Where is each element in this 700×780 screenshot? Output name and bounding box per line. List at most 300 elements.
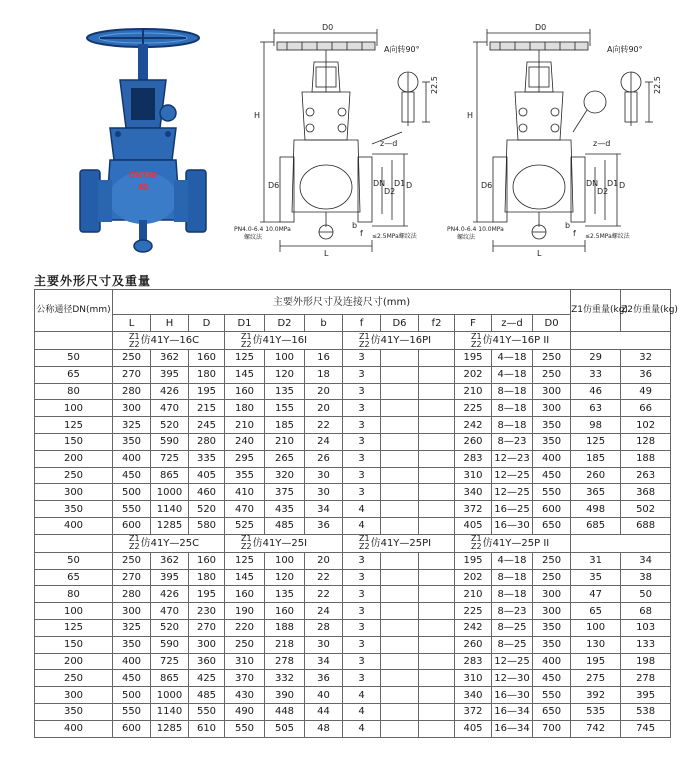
table-cell: 685 [571, 517, 621, 534]
table-cell [419, 501, 455, 518]
table-cell: 725 [151, 653, 189, 670]
table-cell: 240 [225, 433, 265, 450]
model-cell [455, 332, 571, 350]
technical-drawing-1 [232, 22, 447, 262]
table-row [35, 653, 671, 670]
table-cell: 16—30 [492, 687, 533, 704]
table-cell [381, 569, 419, 586]
table-cell: 368 [621, 484, 671, 501]
table-cell: 33 [571, 366, 621, 383]
table-cell [419, 586, 455, 603]
table-cell: 16—34 [492, 703, 533, 720]
model-row-tail [571, 332, 671, 350]
table-cell: 372 [455, 703, 492, 720]
technical-drawing-2 [445, 22, 675, 262]
table-cell: 1000 [151, 484, 189, 501]
table-cell: 16—34 [492, 720, 533, 737]
label-a-direction: A向转90° [384, 45, 420, 54]
table-cell: 263 [621, 467, 671, 484]
model-prefix-z2: Z2 [241, 339, 252, 349]
label-d1-2: D1 [607, 179, 619, 188]
table-cell: 350 [533, 417, 571, 434]
note-right-b: ≤2.5MPa螺纹法 [585, 233, 630, 240]
label-h-2: H [467, 111, 474, 120]
table-cell: 550 [189, 703, 225, 720]
table-cell: 8—18 [492, 569, 533, 586]
model-cell [225, 332, 343, 350]
table-cell: 195 [189, 586, 225, 603]
table-cell: 355 [225, 467, 265, 484]
table-cell: 4—18 [492, 366, 533, 383]
table-cell: 450 [533, 670, 571, 687]
table-cell: 36 [305, 517, 343, 534]
table-cell: 470 [225, 501, 265, 518]
table-cell: 310 [455, 467, 492, 484]
cell-dn: 200 [35, 653, 113, 670]
table-cell: 580 [189, 517, 225, 534]
table-cell: 435 [265, 501, 305, 518]
table-cell: 250 [113, 350, 151, 367]
table-cell: 190 [225, 603, 265, 620]
table-cell: 18 [305, 366, 343, 383]
label-f: f [360, 229, 363, 238]
table-cell: 283 [455, 653, 492, 670]
model-name: 仿41Y—25I [252, 537, 308, 549]
table-cell: 160 [189, 552, 225, 569]
table-cell [381, 400, 419, 417]
table-cell [381, 720, 419, 737]
table-row [35, 619, 671, 636]
table-cell: 502 [621, 501, 671, 518]
table-cell [381, 366, 419, 383]
table-cell: 278 [621, 670, 671, 687]
label-l-2: L [537, 249, 542, 258]
table-cell: 430 [225, 687, 265, 704]
table-cell: 188 [265, 619, 305, 636]
table-row [35, 720, 671, 737]
table-row [35, 383, 671, 400]
table-cell: 4—18 [492, 350, 533, 367]
table-cell: 155 [265, 400, 305, 417]
table-row [35, 636, 671, 653]
table-row [35, 450, 671, 467]
table-row [35, 569, 671, 586]
table-cell: 470 [151, 400, 189, 417]
table-cell: 225 [455, 400, 492, 417]
label-d0: D0 [322, 23, 334, 32]
table-cell: 4—18 [492, 552, 533, 569]
table-cell: 450 [533, 467, 571, 484]
model-row-tail [571, 534, 671, 552]
table-cell: 215 [189, 400, 225, 417]
table-cell: 400 [533, 653, 571, 670]
header-row-1 [35, 290, 671, 315]
table-cell: 498 [571, 501, 621, 518]
table-cell: 700 [533, 720, 571, 737]
table-cell: 448 [265, 703, 305, 720]
table-cell: 280 [113, 586, 151, 603]
table-cell: 550 [533, 687, 571, 704]
table-row [35, 517, 671, 534]
table-cell: 220 [225, 619, 265, 636]
cell-dn: 350 [35, 703, 113, 720]
model-prefix [129, 535, 140, 551]
table-cell [419, 400, 455, 417]
note-left-b2: 螺纹法 [457, 234, 476, 241]
table-cell: 725 [151, 450, 189, 467]
table-cell: 300 [113, 400, 151, 417]
table-cell: 300 [533, 400, 571, 417]
table-cell: 31 [571, 552, 621, 569]
cell-dn: 400 [35, 517, 113, 534]
table-cell: 300 [533, 603, 571, 620]
table-cell: 395 [621, 687, 671, 704]
table-cell [419, 366, 455, 383]
table-cell: 195 [189, 383, 225, 400]
table-cell [419, 517, 455, 534]
table-cell: 8—23 [492, 603, 533, 620]
model-row [35, 534, 671, 552]
model-name: 仿41Y—16C [140, 335, 200, 346]
table-cell [419, 552, 455, 569]
table-cell: 505 [265, 720, 305, 737]
table-cell: 375 [265, 484, 305, 501]
table-cell: 450 [113, 467, 151, 484]
table-cell: 120 [265, 366, 305, 383]
table-cell: 100 [265, 350, 305, 367]
table-cell: 16 [305, 350, 343, 367]
table-cell: 340 [455, 484, 492, 501]
table-cell: 30 [305, 467, 343, 484]
label-d-2: D [619, 181, 626, 190]
model-prefix [471, 535, 482, 551]
table-cell: 160 [225, 383, 265, 400]
cell-dn: 50 [35, 350, 113, 367]
model-prefix-z2: Z2 [471, 542, 482, 552]
table-cell: 135 [265, 383, 305, 400]
table-cell: 3 [343, 670, 381, 687]
table-cell: 350 [113, 433, 151, 450]
table-cell: 35 [571, 569, 621, 586]
table-cell: 188 [621, 450, 671, 467]
table-cell: 520 [151, 619, 189, 636]
header-z2-weight: Z2仿重量(kg) [621, 290, 671, 332]
table-cell: 3 [343, 417, 381, 434]
table-cell: 335 [189, 450, 225, 467]
model-row-blank [35, 332, 113, 350]
table-body [35, 332, 671, 738]
table-cell: 65 [571, 603, 621, 620]
table-cell: 24 [305, 433, 343, 450]
table-cell: 210 [225, 417, 265, 434]
label-d2: D2 [384, 187, 396, 196]
table-cell: 550 [225, 720, 265, 737]
photo-marking-pressure: 40 [137, 182, 149, 192]
table-cell: 405 [455, 517, 492, 534]
table-cell: 210 [265, 433, 305, 450]
table-cell: 145 [225, 569, 265, 586]
model-name: 仿41Y—16PI [370, 335, 432, 346]
table-cell: 47 [571, 586, 621, 603]
table-cell: 550 [113, 703, 151, 720]
table-cell [419, 720, 455, 737]
table-cell: 1140 [151, 501, 189, 518]
cell-dn: 80 [35, 383, 113, 400]
table-cell: 3 [343, 350, 381, 367]
table-cell [419, 350, 455, 367]
model-prefix [359, 333, 370, 349]
cell-dn: 100 [35, 603, 113, 620]
label-d1: D1 [394, 179, 406, 188]
table-cell [381, 517, 419, 534]
table-cell [381, 653, 419, 670]
model-prefix-z1: Z1 [359, 331, 370, 341]
table-cell: 250 [113, 552, 151, 569]
header-col: D1 [225, 315, 265, 332]
table-cell: 688 [621, 517, 671, 534]
table-cell [381, 350, 419, 367]
table-cell: 4 [343, 501, 381, 518]
table-cell: 32 [621, 350, 671, 367]
header-col: D [189, 315, 225, 332]
cell-dn: 125 [35, 619, 113, 636]
table-cell: 470 [151, 603, 189, 620]
table-cell: 125 [225, 552, 265, 569]
table-cell: 8—18 [492, 383, 533, 400]
table-cell: 260 [571, 467, 621, 484]
table-cell: 225 [455, 603, 492, 620]
table-cell: 250 [533, 569, 571, 586]
table-cell: 3 [343, 366, 381, 383]
table-cell: 3 [343, 569, 381, 586]
spec-table [34, 289, 678, 738]
table-cell: 24 [305, 603, 343, 620]
table-cell [381, 433, 419, 450]
table-row [35, 603, 671, 620]
table-cell: 250 [225, 636, 265, 653]
model-prefix [129, 333, 140, 349]
model-cell [455, 534, 571, 552]
table-cell: 12—25 [492, 467, 533, 484]
table-cell [381, 670, 419, 687]
model-cell [343, 332, 455, 350]
table-cell: 300 [189, 636, 225, 653]
model-prefix [241, 535, 252, 551]
table-row [35, 350, 671, 367]
table-cell [381, 450, 419, 467]
cell-dn: 250 [35, 670, 113, 687]
table-cell [419, 383, 455, 400]
table-cell: 525 [225, 517, 265, 534]
table-cell: 650 [533, 517, 571, 534]
table-cell: 275 [571, 670, 621, 687]
model-cell [113, 534, 225, 552]
table-cell: 600 [113, 517, 151, 534]
table-cell: 865 [151, 670, 189, 687]
table-cell: 3 [343, 467, 381, 484]
table-cell: 38 [621, 569, 671, 586]
table-cell: 400 [533, 450, 571, 467]
header-col: f [343, 315, 381, 332]
table-cell: 610 [189, 720, 225, 737]
table-cell: 133 [621, 636, 671, 653]
label-dn: DN [373, 179, 386, 188]
table-cell: 66 [621, 400, 671, 417]
table-cell: 16—30 [492, 517, 533, 534]
model-name: 仿41Y—16P II [482, 335, 550, 346]
table-cell: 128 [621, 433, 671, 450]
note-left-2: 螺纹法 [244, 234, 263, 241]
model-prefix [359, 535, 370, 551]
cell-dn: 125 [35, 417, 113, 434]
table-row [35, 400, 671, 417]
table-cell: 120 [265, 569, 305, 586]
table-cell: 242 [455, 619, 492, 636]
section-title: 主要外形尺寸及重量 [34, 274, 152, 288]
table-cell: 28 [305, 619, 343, 636]
table-cell: 300 [533, 383, 571, 400]
table-cell: 590 [151, 636, 189, 653]
table-cell: 350 [113, 636, 151, 653]
label-a-direction-2: A向转90° [607, 45, 643, 54]
cell-dn: 80 [35, 586, 113, 603]
label-z-d-2: z—d [593, 139, 611, 148]
table-cell [381, 484, 419, 501]
header-col: D2 [265, 315, 305, 332]
table-cell [381, 586, 419, 603]
table-cell [419, 450, 455, 467]
table-cell: 26 [305, 450, 343, 467]
table-cell: 195 [455, 350, 492, 367]
table-cell [381, 603, 419, 620]
table-cell: 40 [305, 687, 343, 704]
header-col: D0 [533, 315, 571, 332]
model-name: 仿41Y—16I [252, 335, 308, 346]
table-cell: 30 [305, 484, 343, 501]
model-name: 仿41Y—25PI [370, 537, 432, 549]
table-cell: 405 [455, 720, 492, 737]
table-cell: 325 [113, 619, 151, 636]
model-prefix-z1: Z1 [129, 534, 140, 544]
cell-dn: 350 [35, 501, 113, 518]
note-left-b: PN4.0-6.4 10.0MPa [447, 226, 504, 233]
cell-dn: 300 [35, 484, 113, 501]
table-cell: 310 [455, 670, 492, 687]
model-cell [113, 332, 225, 350]
table-cell: 195 [455, 552, 492, 569]
table-cell: 20 [305, 383, 343, 400]
label-d6: D6 [268, 181, 280, 190]
header-col: f2 [419, 315, 455, 332]
cell-dn: 200 [35, 450, 113, 467]
table-cell: 550 [113, 501, 151, 518]
table-cell: 185 [265, 417, 305, 434]
cell-dn: 250 [35, 467, 113, 484]
table-row [35, 501, 671, 518]
table-cell: 600 [533, 501, 571, 518]
table-cell: 36 [621, 366, 671, 383]
table-cell: 4 [343, 703, 381, 720]
cell-dn: 150 [35, 636, 113, 653]
table-cell: 3 [343, 603, 381, 620]
label-d2-2: D2 [597, 187, 609, 196]
label-22-5-2: 22.5 [653, 76, 662, 94]
table-cell: 350 [533, 433, 571, 450]
table-cell: 103 [621, 619, 671, 636]
table-cell: 250 [533, 350, 571, 367]
table-cell: 362 [151, 552, 189, 569]
header-dims-group: 主要外形尺寸及连接尺寸(mm) [113, 290, 571, 315]
table-cell: 400 [113, 653, 151, 670]
model-name: 仿41Y—25C [140, 537, 200, 549]
model-row [35, 332, 671, 350]
table-cell: 49 [621, 383, 671, 400]
header-z1-weight: Z1仿重量(kg) [571, 290, 621, 332]
table-cell: 63 [571, 400, 621, 417]
table-cell [419, 484, 455, 501]
label-d6-2: D6 [481, 181, 493, 190]
table-cell: 1285 [151, 517, 189, 534]
table-cell [419, 467, 455, 484]
table-cell: 280 [189, 433, 225, 450]
model-prefix-z2: Z2 [129, 339, 140, 349]
table-cell [381, 417, 419, 434]
label-b: b [352, 221, 358, 230]
table-cell: 362 [151, 350, 189, 367]
table-cell: 242 [455, 417, 492, 434]
table-cell: 372 [455, 501, 492, 518]
table-cell: 360 [189, 653, 225, 670]
table-cell: 460 [189, 484, 225, 501]
header-col: H [151, 315, 189, 332]
table-cell: 3 [343, 552, 381, 569]
table-cell: 100 [571, 619, 621, 636]
table-cell: 12—25 [492, 653, 533, 670]
model-prefix-z2: Z2 [359, 339, 370, 349]
table-cell: 300 [113, 603, 151, 620]
model-prefix-z2: Z2 [241, 542, 252, 552]
table-cell: 400 [113, 450, 151, 467]
table-cell: 500 [113, 687, 151, 704]
table-cell: 20 [305, 400, 343, 417]
table-cell: 135 [265, 586, 305, 603]
table-cell: 270 [113, 569, 151, 586]
table-cell [381, 383, 419, 400]
table-cell: 34 [305, 653, 343, 670]
table-cell: 485 [189, 687, 225, 704]
table-cell: 325 [113, 417, 151, 434]
table-cell: 550 [533, 484, 571, 501]
table-cell [419, 636, 455, 653]
table-cell: 332 [265, 670, 305, 687]
label-z-d: z—d [380, 139, 398, 148]
model-prefix-z1: Z1 [241, 534, 252, 544]
table-cell: 230 [189, 603, 225, 620]
table-cell: 4 [343, 720, 381, 737]
table-cell: 8—18 [492, 417, 533, 434]
cell-dn: 100 [35, 400, 113, 417]
table-cell: 4 [343, 517, 381, 534]
table-cell: 8—18 [492, 586, 533, 603]
table-cell: 300 [533, 586, 571, 603]
table-cell [381, 501, 419, 518]
model-prefix-z1: Z1 [471, 331, 482, 341]
table-row [35, 417, 671, 434]
table-cell: 4 [343, 687, 381, 704]
model-prefix [241, 333, 252, 349]
table-cell: 280 [113, 383, 151, 400]
header-col: b [305, 315, 343, 332]
